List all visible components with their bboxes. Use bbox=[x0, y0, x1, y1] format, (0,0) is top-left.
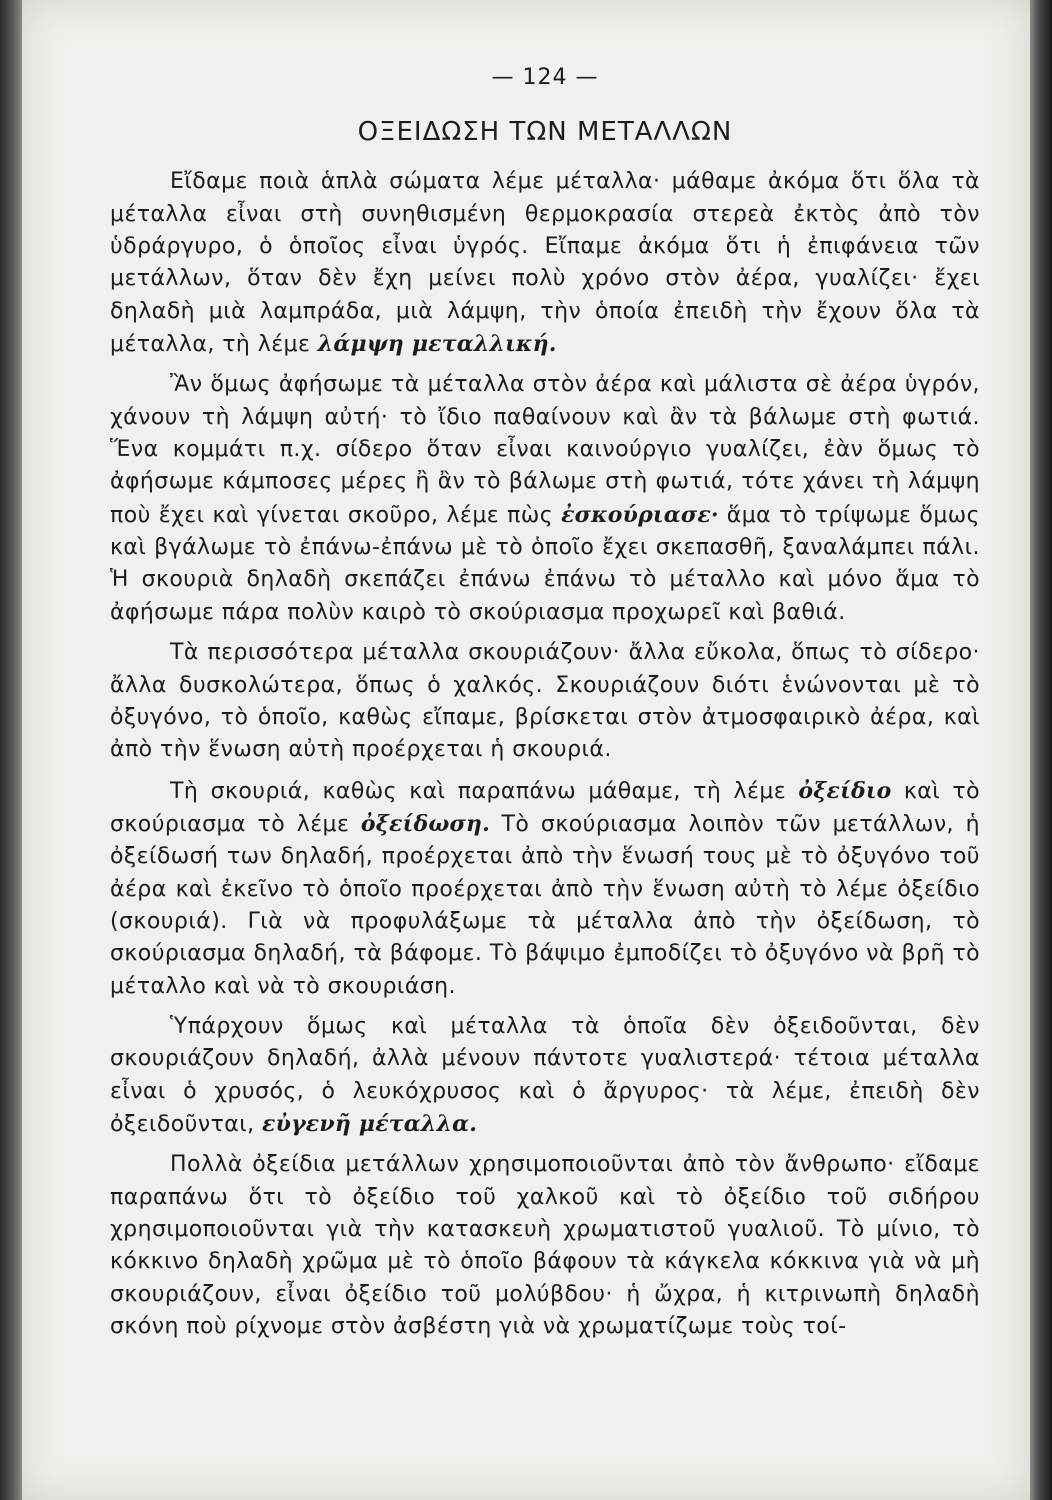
paragraph-text: Εἴδαμε ποιὰ ἁπλὰ σώματα λέμε μέταλλα· μάθαμε ἀκόμα ὅτι ὅλα τὰ μέταλλα εἶναι στὴ συνηθισμένη θερμοκρασία στερεὰ ἐκτὸς ἀπὸ τὸν ὑδράργυρο, ὁ ὁποῖος εἶναι ὑγρός. Εἴπαμε ἀκόμα ὅτι ἡ ἐπιφάνεια τῶν μετάλλων, ὅταν δὲν ἔχη μείνει πολὺ χρόνο στὸν ἀέρα, γυαλίζει· ἔχει δηλαδὴ μιὰ λαμπράδα, μιὰ λάμψη, τὴν ὁποία ἐπειδὴ τὴν ἔχουν ὅλα τὰ μέταλλα, τὴ λέμε bbox=[110, 169, 980, 358]
paragraph-text: Ὑπάρχουν ὅμως καὶ μέταλλα τὰ ὁποῖα δὲν ὀξειδοῦνται, δὲν σκουριάζουν δηλαδή, ἀλλὰ μένουν πάντοτε γυαλιστερά· τέτοια μέταλλα εἶναι ὁ χρυσός, ὁ λευκόχρυσος καὶ ὁ ἄργυρος· τὰ λέμε, ἐπειδὴ δὲν ὀξειδοῦνται, bbox=[110, 1013, 980, 1137]
book-fore-edge bbox=[1030, 0, 1052, 1500]
book-spine-edge bbox=[0, 0, 22, 1500]
paragraph-6 bbox=[110, 1149, 980, 1343]
emphasis-term: ὀξείδωση. bbox=[360, 810, 490, 837]
paragraph-text: Τὴ σκουριά, καθὼς καὶ παραπάνω μάθαμε, τὴ λέμε bbox=[170, 778, 799, 804]
paragraph-text: Τὸ σκούριασμα λοιπὸν τῶν μετάλλων, ἡ ὀξείδωσή των δηλαδή, προέρχεται ἀπὸ τὴν ἕνωσή τους μὲ τὸ ὀξυγόνο τοῦ ἀέρα καὶ ἐκεῖνο τὸ ὁποῖο προέρχεται ἀπὸ τὴν ἕνωση αὐτὴ τὸ λέμε ὀξείδιο (σκουριά). Γιὰ νὰ προφυλάξωμε τὰ μέταλλα ἀπὸ τὴν ὀξείδωση, τὸ σκούριασμα δηλαδή, τὰ βάφομε. Τὸ βάψιμο ἐμποδίζει τὸ ὀξυγόνο νὰ βρῆ τὸ μέταλλο καὶ νὰ τὸ σκουριάση. bbox=[110, 811, 980, 999]
emphasis-term: ἐσκούριασε· bbox=[561, 501, 719, 528]
paragraph-1 bbox=[110, 166, 980, 361]
emphasis-term: λάμψη μεταλλική. bbox=[317, 331, 557, 358]
page-title: ΟΞΕΙΔΩΣΗ ΤΩΝ ΜΕΤΑΛΛΩΝ bbox=[357, 117, 733, 148]
paragraph-3 bbox=[110, 637, 980, 766]
page-number: — 124 — bbox=[491, 65, 599, 90]
paragraph-5 bbox=[110, 1011, 980, 1141]
paragraph-text: Πολλὰ ὀξείδια μετάλλων χρησιμοποιοῦνται ἀπὸ τὸν ἄνθρωπο· εἴδαμε παραπάνω ὅτι τὸ ὀξείδιο τοῦ χαλκοῦ καὶ τὸ ὀξείδιο τοῦ σιδήρου χρησιμοποιοῦνται γιὰ τὴν κατασκευὴ χρωματιστοῦ γυαλιοῦ. Τὸ μίνιο, τὸ κόκκινο δηλαδὴ χρῶμα μὲ τὸ ὁποῖο βάφουν τὰ κάγκελα κόκκινα γιὰ νὰ μὴ σκουριάζουν, εἶναι ὀξείδιο τοῦ μολύβδου· ἡ ὤχρα, ἡ κιτρινωπὴ δηλαδὴ σκόνη ποὺ ρίχνομε στὸν ἀσβέστη γιὰ νὰ χρωματίζωμε τοὺς τοί- bbox=[110, 1152, 980, 1340]
paragraph-text: Τὰ περισσότερα μέταλλα σκουριάζουν· ἄλλα εὔκολα, ὅπως τὸ σίδερο· ἄλλα δυσκολώτερα, ὅπως ὁ χαλκός. Σκουριάζουν διότι ἑνώνονται μὲ τὸ ὀξυγόνο, τὸ ὁποῖο, καθὼς εἴπαμε, βρίσκεται στὸν ἀτμοσφαιρικὸ ἀέρα, καὶ ἀπὸ τὴν ἕνωση αὐτὴ προέρχεται ἡ σκουριά. bbox=[110, 640, 980, 763]
page-text bbox=[110, 62, 980, 1351]
paragraph-text: καὶ τὸ σκούριασμα τὸ λέμε bbox=[110, 778, 980, 837]
paragraph-4 bbox=[110, 775, 980, 1003]
paragraph-2 bbox=[110, 369, 980, 629]
emphasis-term: εὐγενῆ μέταλλα. bbox=[262, 1110, 478, 1137]
emphasis-term: ὀξείδιο bbox=[798, 777, 892, 804]
paragraph-text: ἅμα τὸ τρίψωμε ὅμως καὶ βγάλωμε τὸ ἐπάνω-ἐπάνω μὲ τὸ ὁποῖο ἔχει σκεπασθῆ, ξαναλάμπει πάλι. Ἡ σκουριὰ δηλαδὴ σκεπάζει ἐπάνω ἐπάνω τὸ μέταλλο καὶ μόνο ἅμα τὸ ἀφήσωμε πάρα πολὺν καιρὸ τὸ σκούριασμα προχωρεῖ καὶ βαθιά. bbox=[110, 502, 980, 625]
paragraph-text: Ἂν ὅμως ἀφήσωμε τὰ μέταλλα στὸν ἀέρα καὶ μάλιστα σὲ ἀέρα ὑγρόν, χάνουν τὴ λάμψη αὐτή· τὸ ἴδιο παθαίνουν καὶ ἂν τὰ βάλωμε στὴ φωτιά. Ἕνα κομμάτι π.χ. σίδερο ὅταν εἶναι καινούργιο γυαλίζει, ἐὰν ὅμως τὸ ἀφήσωμε κάμποσες μέρες ἢ ἂν τὸ βάλωμε στὴ φωτιά, τότε χάνει τὴ λάμψη ποὺ ἔχει καὶ γίνεται σκοῦρο, λέμε πὼς bbox=[110, 372, 980, 528]
